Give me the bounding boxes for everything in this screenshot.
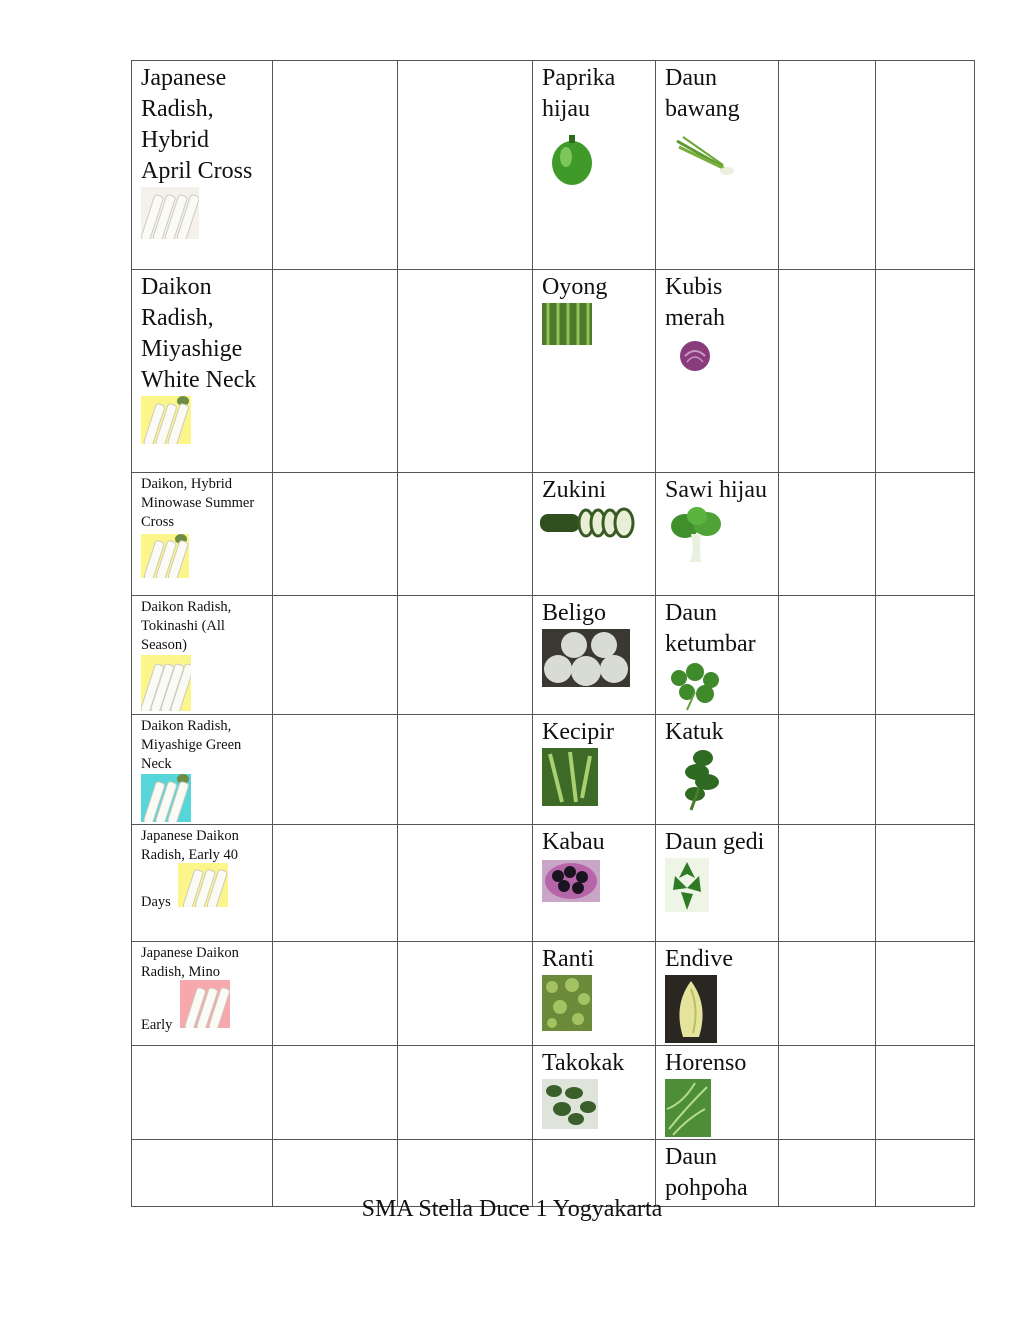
- radish-name: Daikon Radish, Miyashige White Neck: [141, 274, 257, 393]
- vegetable-name: Paprika hijau: [542, 65, 616, 122]
- vegetable-name: Oyong: [542, 274, 608, 300]
- page-footer: SMA Stella Duce 1 Yogyakarta: [361, 1196, 663, 1222]
- vegetable-name: Ranti: [542, 946, 594, 972]
- vegetable-cell: [656, 1046, 779, 1140]
- vegetable-cell: [656, 715, 779, 825]
- vegetable-cell: [656, 825, 779, 942]
- vegetable-cell: [533, 596, 656, 715]
- radish-photo: [141, 534, 189, 578]
- vegetable-name: Horenso: [665, 1050, 747, 1076]
- empty-cell: [779, 596, 876, 715]
- vegetable-name: Katuk: [665, 719, 724, 745]
- gedi-leaf-photo: [665, 858, 709, 912]
- mustard-greens-photo: [665, 506, 727, 564]
- winged-bean-photo: [542, 748, 598, 806]
- empty-cell: [876, 1046, 975, 1140]
- radish-name: Japanese Daikon Radish, Mino: [141, 945, 239, 980]
- empty-cell: [779, 270, 876, 473]
- empty-cell: [876, 715, 975, 825]
- takokak-photo: [542, 1079, 598, 1129]
- vegetable-table: [131, 60, 975, 1207]
- empty-cell: [779, 942, 876, 1046]
- empty-cell: [876, 473, 975, 596]
- vegetable-name: Beligo: [542, 600, 606, 626]
- table-row: [132, 61, 975, 270]
- radish-photo: [141, 396, 191, 444]
- zucchini-photo: [540, 506, 644, 538]
- vegetable-name: Zukini: [542, 477, 606, 503]
- radish-name: Daikon, Hybrid Minowase Summer Cross: [141, 476, 255, 530]
- red-cabbage-photo: [675, 338, 715, 374]
- ranti-photo: [542, 975, 592, 1031]
- vegetable-name: Daun gedi: [665, 829, 765, 855]
- empty-cell: [398, 825, 533, 942]
- vegetable-cell: [533, 825, 656, 942]
- radish-photo: [180, 980, 230, 1028]
- table-row: [132, 715, 975, 825]
- radish-cell: [132, 942, 273, 1046]
- vegetable-cell: [533, 942, 656, 1046]
- wax-gourd-photo: [542, 629, 630, 687]
- empty-cell: [398, 942, 533, 1046]
- radish-cell: [132, 715, 273, 825]
- radish-name: Japanese Daikon Radish, Early 40: [141, 828, 239, 863]
- vegetable-name: Kabau: [542, 829, 605, 855]
- empty-cell: [398, 1046, 533, 1140]
- empty-cell: [398, 61, 533, 270]
- empty-cell: [398, 473, 533, 596]
- vegetable-cell: [533, 61, 656, 270]
- kabau-photo: [542, 860, 600, 902]
- empty-cell: [876, 825, 975, 942]
- radish-name: Daikon Radish, Tokinashi (All Season): [141, 599, 232, 653]
- vegetable-cell: [656, 942, 779, 1046]
- vegetable-cell: [656, 596, 779, 715]
- empty-cell: [779, 1046, 876, 1140]
- empty-cell: [273, 1046, 398, 1140]
- radish-cell: [132, 61, 273, 270]
- vegetable-name: Kecipir: [542, 719, 614, 745]
- table-row: [132, 270, 975, 473]
- empty-cell: [132, 1046, 273, 1140]
- empty-cell: [779, 825, 876, 942]
- empty-cell: [398, 596, 533, 715]
- empty-cell: [779, 61, 876, 270]
- empty-cell: [273, 473, 398, 596]
- coriander-photo: [665, 662, 727, 712]
- vegetable-name: Sawi hijau: [665, 477, 767, 503]
- empty-cell: [779, 473, 876, 596]
- empty-cell: [273, 825, 398, 942]
- radish-cell: [132, 473, 273, 596]
- empty-cell: [273, 61, 398, 270]
- spring-onion-photo: [673, 131, 735, 181]
- empty-cell: [273, 942, 398, 1046]
- empty-cell: [876, 61, 975, 270]
- vegetable-cell: [533, 473, 656, 596]
- empty-cell: [876, 942, 975, 1046]
- green-pepper-photo: [542, 129, 602, 189]
- radish-name-tail: Days: [141, 894, 171, 910]
- vegetable-name: Daun pohpoha: [665, 1144, 748, 1201]
- radish-cell: [132, 596, 273, 715]
- empty-cell: [273, 596, 398, 715]
- vegetable-name: Kubis merah: [665, 274, 725, 331]
- table-row: [132, 825, 975, 942]
- vegetable-name: Takokak: [542, 1050, 625, 1076]
- vegetable-name: Daun ketumbar: [665, 600, 756, 657]
- empty-cell: [398, 715, 533, 825]
- radish-name: Daikon Radish, Miyashige Green Neck: [141, 718, 242, 772]
- empty-cell: [876, 270, 975, 473]
- spinach-photo: [665, 1079, 711, 1137]
- vegetable-cell: [656, 270, 779, 473]
- empty-cell: [273, 270, 398, 473]
- katuk-photo: [675, 748, 729, 812]
- radish-name-tail: Early: [141, 1017, 173, 1033]
- empty-cell: [273, 715, 398, 825]
- table-row: [132, 596, 975, 715]
- table-row: [132, 1046, 975, 1140]
- vegetable-cell: [533, 270, 656, 473]
- radish-name: Japanese Radish, Hybrid April Cross: [141, 65, 253, 184]
- radish-photo: [141, 187, 199, 239]
- vegetable-cell: [656, 473, 779, 596]
- vegetable-name: Endive: [665, 946, 733, 972]
- radish-cell: [132, 270, 273, 473]
- vegetable-cell: [533, 1046, 656, 1140]
- vegetable-cell: [533, 715, 656, 825]
- radish-photo: [141, 774, 191, 822]
- empty-cell: [398, 270, 533, 473]
- endive-photo: [665, 975, 717, 1043]
- empty-cell: [779, 715, 876, 825]
- radish-photo: [141, 655, 191, 711]
- vegetable-cell: [656, 61, 779, 270]
- luffa-photo: [542, 303, 592, 345]
- table-row: [132, 473, 975, 596]
- empty-cell: [876, 596, 975, 715]
- radish-photo: [178, 863, 228, 907]
- vegetable-name: Daun bawang: [665, 65, 740, 122]
- radish-cell: [132, 825, 273, 942]
- table-row: [132, 942, 975, 1046]
